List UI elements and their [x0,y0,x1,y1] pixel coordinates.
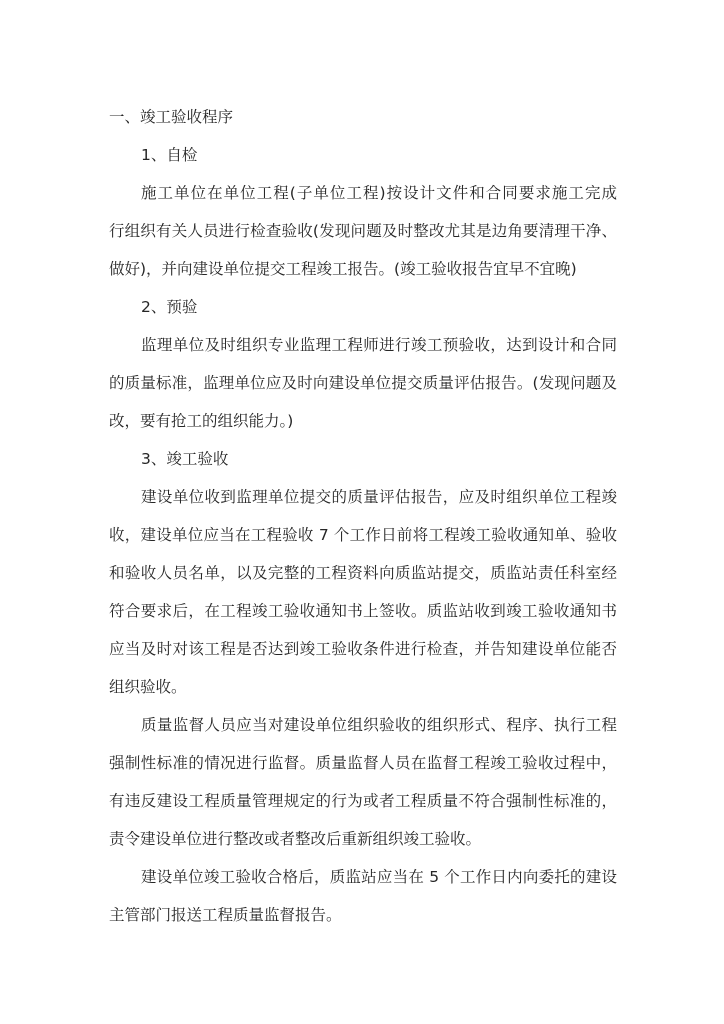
paragraph-line: 责令建设单位进行整改或者整改后重新组织竣工验收。 [109,830,482,848]
paragraph [109,706,617,858]
paragraph-line: 质量监督人员应当对建设单位组织验收的组织形式、程序、执行工程 [141,716,617,734]
paragraph-line: 监理单位及时组织专业监理工程师进行竣工预验收，达到设计和合同 [141,336,617,354]
document-body [109,98,617,934]
paragraph [109,858,617,934]
paragraph-line: 有违反建设工程质量管理规定的行为或者工程质量不符合强制性标准的， [109,792,617,810]
subsection-title: 1、自检 [141,146,198,164]
paragraph-line: 行组织有关人员进行检查验收(发现问题及时整改尤其是边角要清理干净、 [109,222,617,240]
subsection-title: 2、预验 [141,298,198,316]
paragraph-line: 组织验收。 [109,678,187,696]
paragraph-line: 改，要有抢工的组织能力。) [109,412,294,430]
paragraph-line: 做好)，并向建设单位提交工程竣工报告。(竣工验收报告宜早不宜晚) [109,260,577,278]
paragraph-line: 和验收人员名单，以及完整的工程资料向质监站提交，质监站责任科室经 [109,564,617,582]
paragraph-line: 主管部门报送工程质量监督报告。 [109,906,342,924]
paragraph-line: 收，建设单位应当在工程验收 7 个工作日前将工程竣工验收通知单、验收 [109,526,617,544]
subsection-title: 3、竣工验收 [141,450,229,468]
paragraph-line: 应当及时对该工程是否达到竣工验收条件进行检查，并告知建设单位能否 [109,640,617,658]
paragraph [109,326,617,440]
paragraph [109,478,617,706]
paragraph-line: 的质量标准，监理单位应及时向建设单位提交质量评估报告。(发现问题及 [109,374,617,392]
paragraph-line: 施工单位在单位工程(子单位工程)按设计文件和合同要求施工完成 [141,184,617,202]
paragraph-line: 强制性标准的情况进行监督。质量监督人员在监督工程竣工验收过程中， [109,754,617,772]
paragraph-line: 符合要求后，在工程竣工验收通知书上签收。质监站收到竣工验收通知书 [109,602,617,620]
section-heading: 一、竣工验收程序 [109,108,234,126]
paragraph [109,174,617,288]
paragraph-line: 建设单位收到监理单位提交的质量评估报告，应及时组织单位工程竣 [141,488,617,506]
paragraph-line: 建设单位竣工验收合格后，质监站应当在 5 个工作日内向委托的建设 [141,868,617,886]
